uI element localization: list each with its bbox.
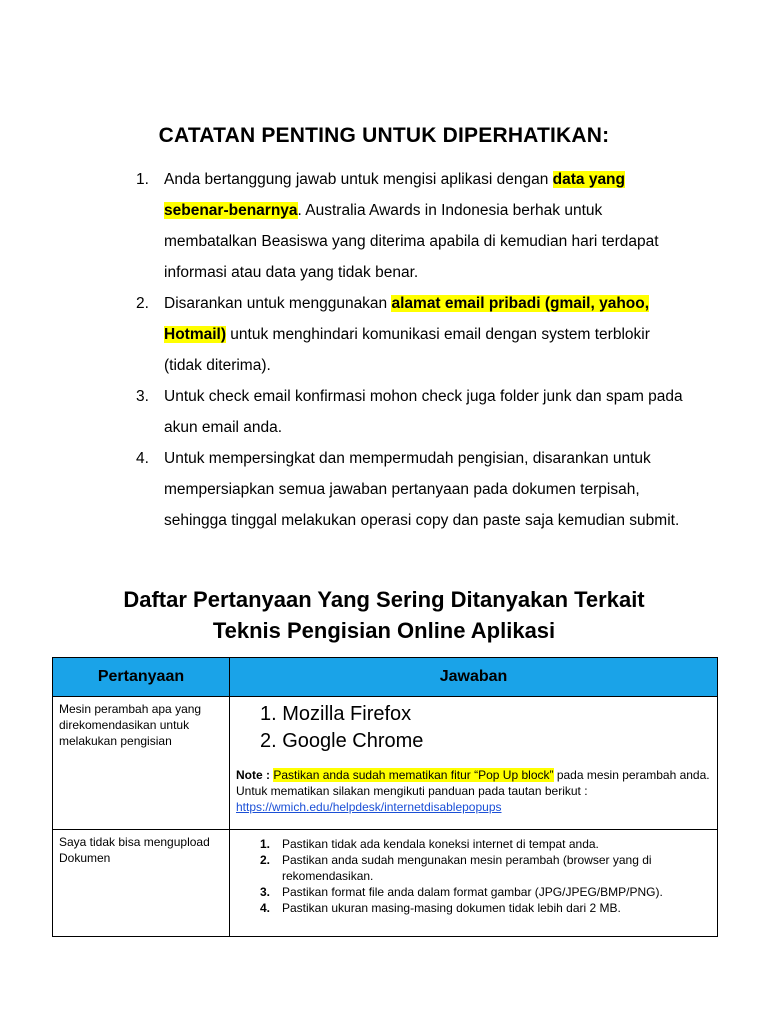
note-highlight: data yang sebenar-benarnya bbox=[164, 171, 625, 219]
note-number: 3. bbox=[136, 388, 149, 405]
note-number: 4. bbox=[136, 450, 149, 467]
faq-title-line: Daftar Pertanyaan Yang Sering Ditanyakan Terkait bbox=[123, 587, 645, 612]
note-highlight: Pastikan anda sudah mematikan fitur “Pop Up block” bbox=[273, 768, 554, 782]
upload-tips-list bbox=[236, 836, 711, 916]
question-cell: Mesin perambah apa yang direkomendasikan untuk melakukan pengisian bbox=[53, 697, 230, 830]
note-text: Anda bertanggung jawab untuk mengisi aplikasi dengan bbox=[164, 171, 553, 188]
note-item bbox=[130, 381, 690, 443]
table-row bbox=[53, 697, 718, 830]
list-item bbox=[236, 884, 711, 900]
browser-name: Google Chrome bbox=[282, 730, 424, 752]
item-number: 1. bbox=[260, 837, 271, 851]
column-header-answer: Jawaban bbox=[230, 658, 718, 697]
browser-number: 2. bbox=[260, 730, 277, 752]
browser-list bbox=[236, 701, 711, 755]
table-row bbox=[53, 830, 718, 937]
note-number: 2. bbox=[136, 295, 149, 312]
item-text: Pastikan anda sudah mengunakan mesin perambah (browser yang di rekomendasikan. bbox=[282, 853, 652, 883]
note-text: Untuk check email konfirmasi mohon check juga folder junk dan spam pada akun email anda. bbox=[164, 388, 683, 436]
note-text: Untuk mempersingkat dan mempermudah pengisian, disarankan untuk mempersiapkan semua jawaban pertanyaan pada dokumen terpisah, sehingga tinggal melakukan operasi copy dan paste saja kemudian submit. bbox=[164, 450, 680, 529]
column-header-question: Pertanyaan bbox=[53, 658, 230, 697]
item-text: Pastikan format file anda dalam format gambar (JPG/JPEG/BMP/PNG). bbox=[282, 885, 663, 899]
browser-number: 1. bbox=[260, 703, 277, 725]
note-item bbox=[130, 164, 690, 288]
note-item bbox=[130, 443, 690, 536]
answer-cell bbox=[230, 697, 718, 830]
note-text: . Australia Awards in Indonesia berhak untuk membatalkan Beasiswa yang diterima apabila di kemudian hari terdapat informasi atau data yang tidak benar. bbox=[164, 202, 659, 281]
question-cell: Saya tidak bisa mengupload Dokumen bbox=[53, 830, 230, 937]
browser-item bbox=[260, 701, 711, 728]
answer-cell bbox=[230, 830, 718, 937]
item-number: 2. bbox=[260, 853, 271, 867]
help-link[interactable]: https://wmich.edu/helpdesk/internetdisablepopups bbox=[236, 800, 502, 814]
page-title: CATATAN PENTING UNTUK DIPERHATIKAN: bbox=[158, 124, 610, 147]
list-item bbox=[236, 836, 711, 852]
faq-title-line: Teknis Pengisian Online Aplikasi bbox=[212, 618, 556, 643]
note-item bbox=[130, 288, 690, 381]
item-number: 3. bbox=[260, 885, 271, 899]
faq-table bbox=[52, 657, 718, 937]
note-text: untuk menghindari komunikasi email dengan system terblokir (tidak diterima). bbox=[164, 326, 650, 374]
popup-note bbox=[236, 767, 711, 815]
faq-title bbox=[0, 584, 768, 646]
note-label: Note : bbox=[236, 768, 274, 782]
list-item bbox=[236, 900, 711, 916]
note-text: Disarankan untuk menggunakan bbox=[164, 295, 392, 312]
table-header-row bbox=[53, 658, 718, 697]
note-text: pada mesin perambah anda. Untuk mematikan silakan mengikuti panduan pada tautan berikut : bbox=[236, 768, 710, 798]
item-number: 4. bbox=[260, 901, 271, 915]
important-notes-list bbox=[130, 164, 690, 536]
item-text: Pastikan ukuran masing-masing dokumen tidak lebih dari 2 MB. bbox=[282, 901, 621, 915]
note-number: 1. bbox=[136, 171, 149, 188]
note-highlight: alamat email pribadi (gmail, yahoo, Hotmail) bbox=[164, 295, 650, 343]
item-text: Pastikan tidak ada kendala koneksi internet di tempat anda. bbox=[282, 837, 599, 851]
list-item bbox=[236, 852, 711, 884]
browser-item bbox=[260, 728, 711, 755]
browser-name: Mozilla Firefox bbox=[282, 703, 412, 725]
